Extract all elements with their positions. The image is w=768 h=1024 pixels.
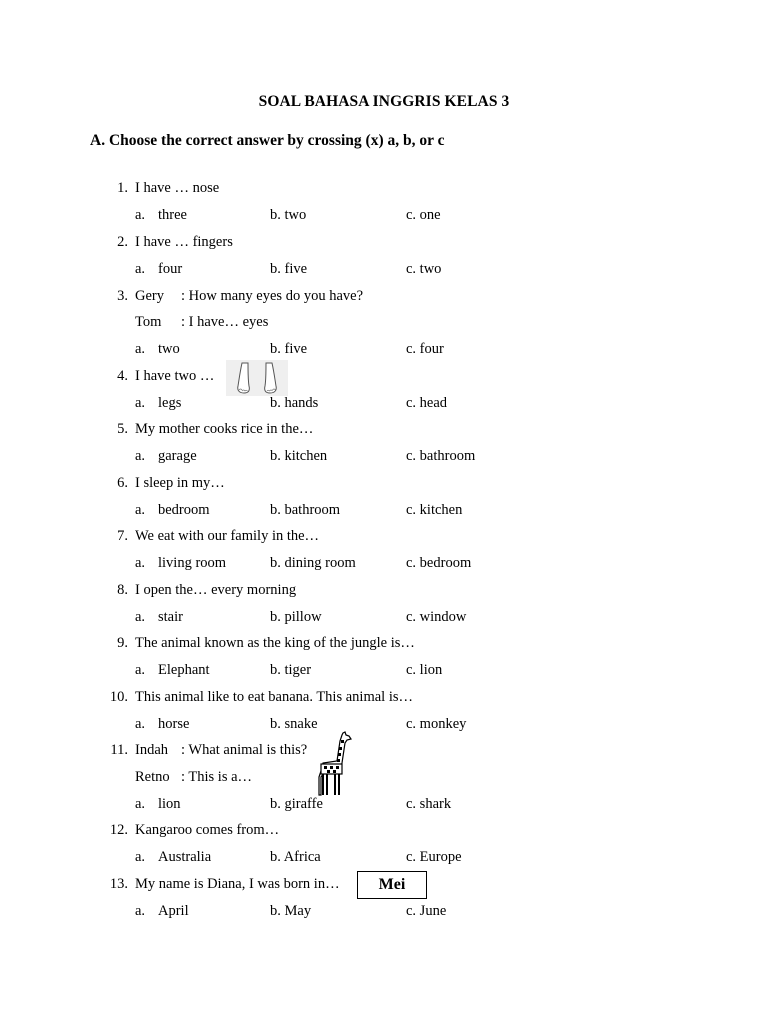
question-number: 7. xyxy=(117,528,128,544)
option-a: Elephant xyxy=(158,662,210,678)
option-b: b. hands xyxy=(270,395,319,411)
question-stem: This animal like to eat banana. This animal is… xyxy=(135,689,413,705)
option-b: b. dining room xyxy=(270,555,356,571)
dialogue-text: : This is a… xyxy=(181,769,253,785)
option-c: c. June xyxy=(406,903,447,919)
option-b: b. May xyxy=(270,903,312,919)
question-stem: I have … nose xyxy=(135,180,220,196)
option-b: b. giraffe xyxy=(270,796,323,812)
option-c: c. monkey xyxy=(406,716,467,732)
option-c: c. one xyxy=(406,207,441,223)
option-a: legs xyxy=(158,395,182,411)
option-b: b. Africa xyxy=(270,849,321,865)
option-b: b. tiger xyxy=(270,662,312,678)
option-letter: a. xyxy=(135,207,146,223)
option-a: garage xyxy=(158,448,197,464)
option-a: two xyxy=(158,341,180,357)
option-b: b. kitchen xyxy=(270,448,328,464)
option-c: c. Europe xyxy=(406,849,462,865)
dialogue-line-1 xyxy=(135,742,307,759)
giraffe-image xyxy=(315,731,355,797)
option-c: c. window xyxy=(406,609,467,625)
question-number: 6. xyxy=(117,475,128,491)
question-number: 11. xyxy=(110,742,128,758)
speaker-name: Indah xyxy=(135,742,169,758)
section-instruction: A. Choose the correct answer by crossing (x) a, b, or c xyxy=(90,132,445,149)
option-a: living room xyxy=(158,555,227,571)
dialogue-line-2 xyxy=(135,769,252,786)
option-b: b. snake xyxy=(270,716,318,732)
month-hint-box: Mei xyxy=(357,871,427,899)
option-a: Australia xyxy=(158,849,212,865)
option-letter: a. xyxy=(135,502,146,518)
option-a: April xyxy=(158,903,189,919)
option-b: b. five xyxy=(270,341,308,357)
option-letter: a. xyxy=(135,448,146,464)
option-a: horse xyxy=(158,716,190,732)
option-letter: a. xyxy=(135,261,146,277)
option-c: c. kitchen xyxy=(406,502,463,518)
question-number: 4. xyxy=(117,368,128,384)
speaker-name: Retno xyxy=(135,769,170,785)
speaker-name: Gery xyxy=(135,288,164,304)
question-number: 13. xyxy=(109,876,128,892)
question-number: 9. xyxy=(117,635,128,651)
option-a: stair xyxy=(158,609,183,625)
page-title: SOAL BAHASA INGGRIS KELAS 3 xyxy=(258,93,510,110)
dialogue-line-1 xyxy=(135,288,363,305)
option-c: c. head xyxy=(406,395,448,411)
option-letter: a. xyxy=(135,796,146,812)
option-letter: a. xyxy=(135,716,146,732)
option-letter: a. xyxy=(135,849,146,865)
question-number: 3. xyxy=(117,288,128,304)
question-number: 2. xyxy=(117,234,128,250)
option-letter: a. xyxy=(135,555,146,571)
option-c: c. shark xyxy=(406,796,452,812)
question-stem: The animal known as the king of the jungle is… xyxy=(135,635,415,651)
feet-image xyxy=(226,360,288,396)
dialogue-text: : I have… eyes xyxy=(181,314,269,330)
option-letter: a. xyxy=(135,662,146,678)
option-c: c. four xyxy=(406,341,444,357)
option-a: bedroom xyxy=(158,502,210,518)
question-stem: I open the… every morning xyxy=(135,582,297,598)
option-c: c. bathroom xyxy=(406,448,476,464)
option-letter: a. xyxy=(135,609,146,625)
option-b: b. two xyxy=(270,207,307,223)
question-stem: Kangaroo comes from… xyxy=(135,822,280,838)
option-c: c. two xyxy=(406,261,442,277)
option-c: c. bedroom xyxy=(406,555,472,571)
question-number: 5. xyxy=(117,421,128,437)
dialogue-text: : What animal is this? xyxy=(181,742,308,758)
question-number: 10. xyxy=(109,689,128,705)
dialogue-line-2 xyxy=(135,314,268,331)
question-stem: We eat with our family in the… xyxy=(135,528,320,544)
speaker-name: Tom xyxy=(135,314,162,330)
option-b: b. five xyxy=(270,261,308,277)
option-c: c. lion xyxy=(406,662,443,678)
option-letter: a. xyxy=(135,903,146,919)
option-b: b. pillow xyxy=(270,609,322,625)
question-stem: My name is Diana, I was born in… xyxy=(135,876,340,892)
question-stem: I have two … xyxy=(135,368,215,384)
option-a: lion xyxy=(158,796,181,812)
question-stem: I sleep in my… xyxy=(135,475,225,491)
question-number: 1. xyxy=(117,180,128,196)
option-letter: a. xyxy=(135,341,146,357)
question-stem: I have … fingers xyxy=(135,234,233,250)
question-stem: My mother cooks rice in the… xyxy=(135,421,314,437)
option-letter: a. xyxy=(135,395,146,411)
question-number: 12. xyxy=(109,822,128,838)
question-number: 8. xyxy=(117,582,128,598)
option-a: three xyxy=(158,207,187,223)
dialogue-text: : How many eyes do you have? xyxy=(181,288,364,304)
option-b: b. bathroom xyxy=(270,502,341,518)
option-a: four xyxy=(158,261,183,277)
